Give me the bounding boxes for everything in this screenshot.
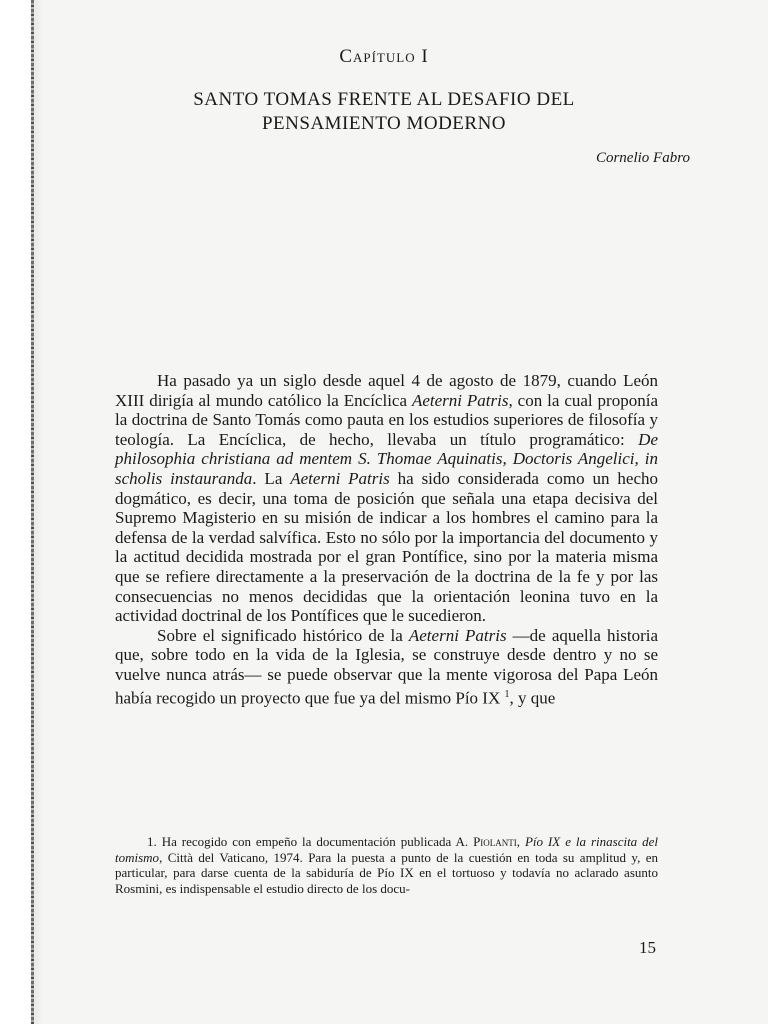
footnote-author-smallcaps: Piolanti xyxy=(473,834,517,849)
paragraph-1-text-a: Ha pasado ya un siglo desde aquel 4 de agosto de 1879, cuando León XIII dirigía al mundo católico la Encíclica xyxy=(115,371,658,410)
footnote-text-c: , Città del Vaticano, 1974. Para la puesta a punto de la cuestión en toda su amplitud y, en particular, para darse cuenta de la sabiduría de Pío IX en el tortuoso y todavía no aclarado asunto Rosmini, es indispensable el estudio directo de los docu- xyxy=(115,849,658,896)
footnote xyxy=(115,834,658,896)
footnote-text-b: , xyxy=(516,834,525,849)
paragraph-1-text-b: , con la cual proponía la doctrina de Santo Tomás como pauta en los estudios superiores de filosofía y teología. La Encíclica, de hecho, llevaba un título programático: xyxy=(115,390,658,449)
paragraph-1-italic-c: Aeterni Patris xyxy=(290,468,390,488)
footnote-text-a: 1. Ha recogido con empeño la documentación publicada A. xyxy=(147,834,474,849)
chapter-title xyxy=(60,88,708,136)
footnote-1 xyxy=(115,834,658,896)
paragraph-1-italic-a: Aeterni Patris xyxy=(411,390,509,410)
paragraph-2-text-a: Sobre el significado histórico de la xyxy=(157,625,409,645)
paragraph-2-text-b: —de aquella historia que, sobre todo en la vida de la Iglesia, se construye desde dentro y no se vuelve nunca atrás— se puede observar que la mente vigorosa del Papa León había recogido un proyecto que fue ya del mismo Pío IX xyxy=(115,625,658,708)
paragraph-1-text-c: . La xyxy=(252,468,291,488)
paragraph-1-text-d: ha sido considerada como un hecho dogmático, es decir, una toma de posición que señala una etapa decisiva del Supremo Magisterio en su misión de indicar a los hombres el camino para la defensa de la verdad salvífica. Esto no sólo por la importancia del documento y la actitud decidida mostrada por el gran Pontífice, sino por la materia misma que se refiere directamente a la preservación de la doctrina de la fe y por las consecuencias no menos decididas que la orientación leonina tuvo en la actividad doctrinal de los Pontífices que le sucedieron. xyxy=(115,468,658,626)
paragraph-2 xyxy=(115,626,658,708)
chapter-title-line-1: SANTO TOMAS FRENTE AL DESAFIO DEL xyxy=(193,89,575,110)
chapter-title-line-2: PENSAMIENTO MODERNO xyxy=(261,113,507,134)
paragraph-2-text-c: , y que xyxy=(509,688,556,708)
paragraph-1-italic-b: De philosophia christiana ad mentem S. Thomae Aquinatis, Doctoris Angelici, in scholis instauranda xyxy=(115,429,658,488)
body-text xyxy=(115,371,658,708)
page-number: 15 xyxy=(639,938,656,957)
footnote-reference: 1 xyxy=(504,688,510,700)
footnote-italic-title: Pío IX e la rinascita del tomismo xyxy=(115,834,659,865)
binding-edge-line xyxy=(31,0,34,1024)
paragraph-1 xyxy=(115,371,658,626)
paragraph-2-italic-a: Aeterni Patris xyxy=(408,625,507,645)
book-spine-edge xyxy=(0,0,42,1024)
chapter-heading: Capítulo I xyxy=(339,46,429,67)
author-name: Cornelio Fabro xyxy=(595,150,690,166)
